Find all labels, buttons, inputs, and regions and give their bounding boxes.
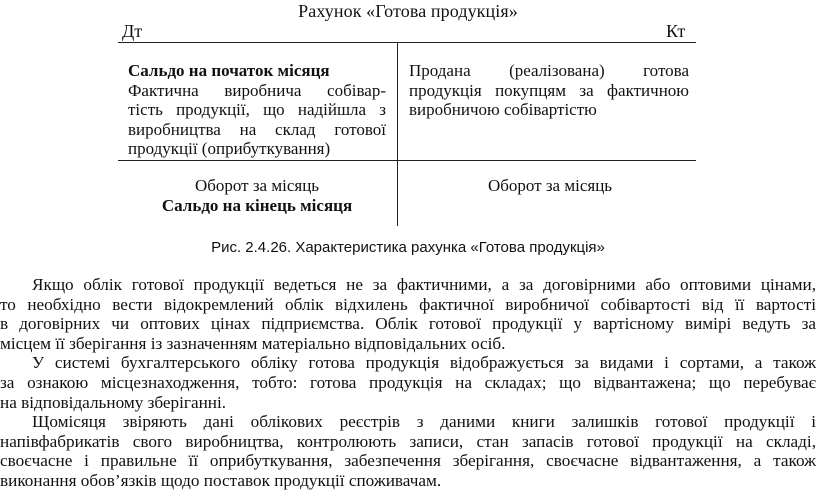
opening-balance: Сальдо на початок місяця [128,61,330,80]
debit-entry-line: Фактична виробнича собівар- [128,80,386,100]
body-text [0,275,816,491]
credit-entries [409,61,689,120]
t-account-divider [397,42,398,226]
paragraph-line: на відповідальному зберіганні. [0,392,227,412]
debit-turnover: Оборот за місяць [194,176,320,195]
figure-caption: Рис. 2.4.26. Характеристика рахунка «Готова продукція» [211,239,605,256]
debit-entry-line: тість продукції, що надійшла з [128,100,386,119]
paragraph-line: Якщо облік готової продукції ведеться не за фактичними, а за договірними або оптовими цінами, [32,275,816,294]
credit-entry-line: виробничою собівартістю [409,100,597,119]
debit-entry-line: продукції (оприбуткування) [128,139,331,158]
credit-turnover: Оборот за місяць [487,176,613,195]
paragraph-line: за ознакою місцезнаходження, тобто: готова продукція на складах; що відвантажена; що перебуває [0,372,816,392]
paragraph-line: в договірних чи оптових цінах підприємства. Облік готової продукції у вартісному вимірі ведуть за [0,314,816,334]
paragraph-line: У системі бухгалтерського обліку готова продукція відображується за видами і сортами, а також [32,353,816,373]
debit-entry-line: виробництва на склад готової [128,119,386,139]
credit-entry-line: продукція покупцям за фактичною [409,80,689,100]
paragraph-line: напівфабрикатів свого виробництва, контролюють записи, стан запасів готової продукції на складі, [0,431,816,451]
credit-entry-line: Продана (реалізована) готова [409,61,689,80]
credit-label: Кт [666,21,686,41]
paragraph-line: то необхідно вести відокремлений облік відхилень фактичної виробничої собівартості від її вартості [0,294,816,314]
credit-turnover-block [405,176,695,196]
t-account-turnover-line [118,160,696,161]
t-account-top-line [118,42,696,43]
paragraph-line: своєчасне і правильне її оприбуткування, забезпечення зберігання, своєчасне відвантаження, а також [0,451,816,471]
paragraph-line: Щомісяця звіряють дані облікових реєстрів з даними книги залишків готової продукції і [32,412,816,432]
debit-turnover-block [128,176,386,215]
account-title: Рахунок «Готова продукція» [298,1,518,21]
debit-entries [128,61,386,159]
paragraph-line: виконання обов’язків щодо поставок продукції споживачам. [0,470,442,490]
closing-balance: Сальдо на кінець місяця [161,195,353,215]
debit-label: Дт [122,21,143,41]
paragraph-line: місцем її зберігання із зазначенням матеріально відповідальних осіб. [0,333,506,353]
